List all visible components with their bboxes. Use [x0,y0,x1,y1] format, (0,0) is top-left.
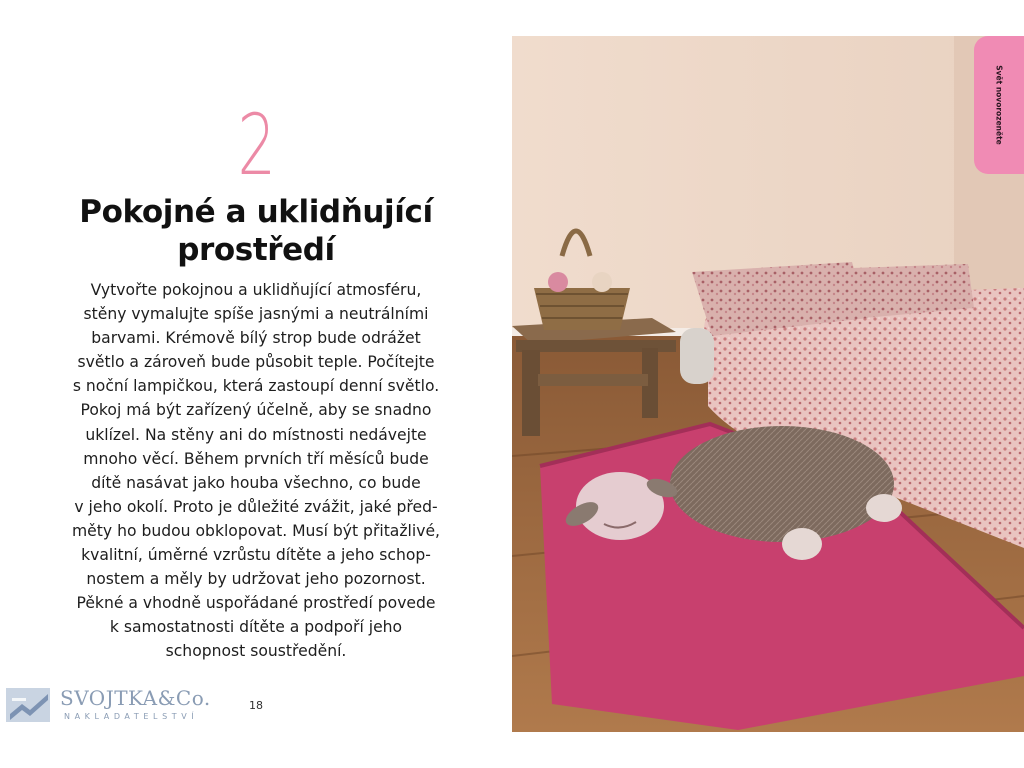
body-line: měty ho budou obklopovat. Musí být přitažlivé, [71,521,440,540]
nursery-photo-illustration [512,36,1024,732]
side-tab-label: Svět novorozeněte [994,65,1004,145]
body-line: dítě nasávat jako houba všechno, co bude [91,473,421,492]
body-line: schopnost soustředění. [165,642,347,661]
body-line: světlo a zároveň bude působit teple. Počítejte [77,353,435,372]
publisher-name: SVOJTKA&Co. [60,686,211,710]
body-line: nostem a měly by udržovat jeho pozornost. [86,570,426,589]
body-line: v jeho okolí. Proto je důležité zvážit, jaké před- [74,497,438,516]
nursery-photo [512,36,1024,732]
body-line: mnoho věcí. Během prvních tří měsíců bude [83,449,429,468]
publisher-logo [6,684,211,728]
chapter-title: Pokojné a uklidňující prostředí [79,194,433,268]
body-text [40,278,472,664]
bolster [680,328,714,384]
book-logo-icon [6,688,52,724]
chapter-side-tab [974,36,1024,174]
body-line: stěny vymalujte spíše jasnými a neutrálními [83,305,429,324]
body-line: s noční lampičkou, která zastoupí denní světlo. [72,377,440,396]
body-line: kvalitní, úměrné vzrůstu dítěte a jeho schop- [81,546,431,565]
body-line: barvami. Krémově bílý strop bude odrážet [91,329,421,348]
body-line: Vytvořte pokojnou a uklidňující atmosféru, [90,281,422,299]
body-line: k samostatnosti dítěte a podpoří jeho [109,618,403,637]
body-line: uklízel. Na stěny ani do místnosti nedávejte [85,425,427,444]
page-number: 18 [249,699,263,712]
body-line: Pěkné a vhodně uspořádané prostředí povede [76,594,436,613]
body-line: Pokoj má být zařízený účelně, aby se snadno [80,401,432,420]
publisher-subtitle: NAKLADATELSTVÍ [64,712,199,721]
chapter-number: 2 [237,96,275,194]
